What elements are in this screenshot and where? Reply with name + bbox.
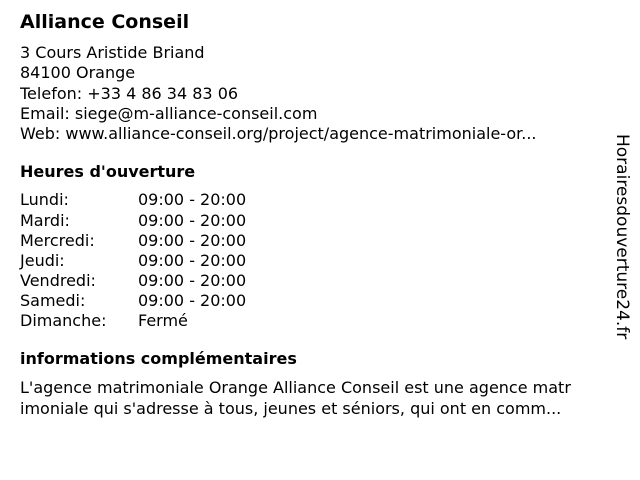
day-hours: 09:00 - 20:00: [138, 210, 247, 230]
hours-heading: Heures d'ouverture: [20, 162, 196, 182]
hours-row-saturday: [20, 291, 610, 311]
day-hours: 09:00 - 20:00: [138, 230, 247, 250]
day-hours: 09:00 - 20:00: [138, 190, 247, 210]
web-link[interactable]: www.alliance-conseil.org/project/agence-matrimoniale-or...: [65, 124, 537, 144]
phone-number[interactable]: +33 4 86 34 83 06: [87, 83, 239, 103]
email-row: [20, 104, 610, 124]
day-hours: Fermé: [138, 311, 188, 331]
day-label: Lundi:: [20, 190, 69, 210]
phone-label: Telefon:: [20, 83, 83, 103]
info-description: [20, 377, 610, 419]
day-label: Mercredi:: [20, 230, 95, 250]
hours-row-tuesday: [20, 211, 610, 231]
email-label: Email:: [20, 103, 70, 123]
phone-row: [20, 84, 610, 104]
day-hours: 09:00 - 20:00: [138, 270, 247, 290]
hours-row-friday: [20, 271, 610, 291]
site-watermark: Horairesdouverture24.fr: [612, 134, 632, 340]
address-line-2: 84100 Orange: [20, 63, 136, 83]
day-label: Vendredi:: [20, 270, 96, 290]
web-row: [20, 124, 610, 144]
info-heading: informations complémentaires: [20, 349, 297, 369]
hours-row-sunday: [20, 311, 610, 331]
hours-row-thursday: [20, 251, 610, 271]
email-link[interactable]: siege@m-alliance-conseil.com: [74, 103, 318, 123]
info-line-1: L'agence matrimoniale Orange Alliance Conseil est une agence matr: [20, 378, 571, 398]
hours-row-wednesday: [20, 231, 610, 251]
address-line-1: 3 Cours Aristide Briand: [20, 43, 205, 62]
hours-row-monday: [20, 190, 610, 210]
hours-table: [20, 190, 610, 331]
day-label: Dimanche:: [20, 311, 107, 331]
info-line-2: imoniale qui s'adresse à tous, jeunes et séniors, qui ont en comm...: [20, 399, 562, 419]
day-label: Samedi:: [20, 290, 86, 310]
business-card: [20, 10, 610, 419]
web-label: Web:: [20, 124, 61, 144]
business-name: Alliance Conseil: [20, 11, 190, 33]
day-label: Jeudi:: [20, 250, 65, 270]
day-hours: 09:00 - 20:00: [138, 290, 247, 310]
day-label: Mardi:: [20, 210, 70, 230]
day-hours: 09:00 - 20:00: [138, 250, 247, 270]
